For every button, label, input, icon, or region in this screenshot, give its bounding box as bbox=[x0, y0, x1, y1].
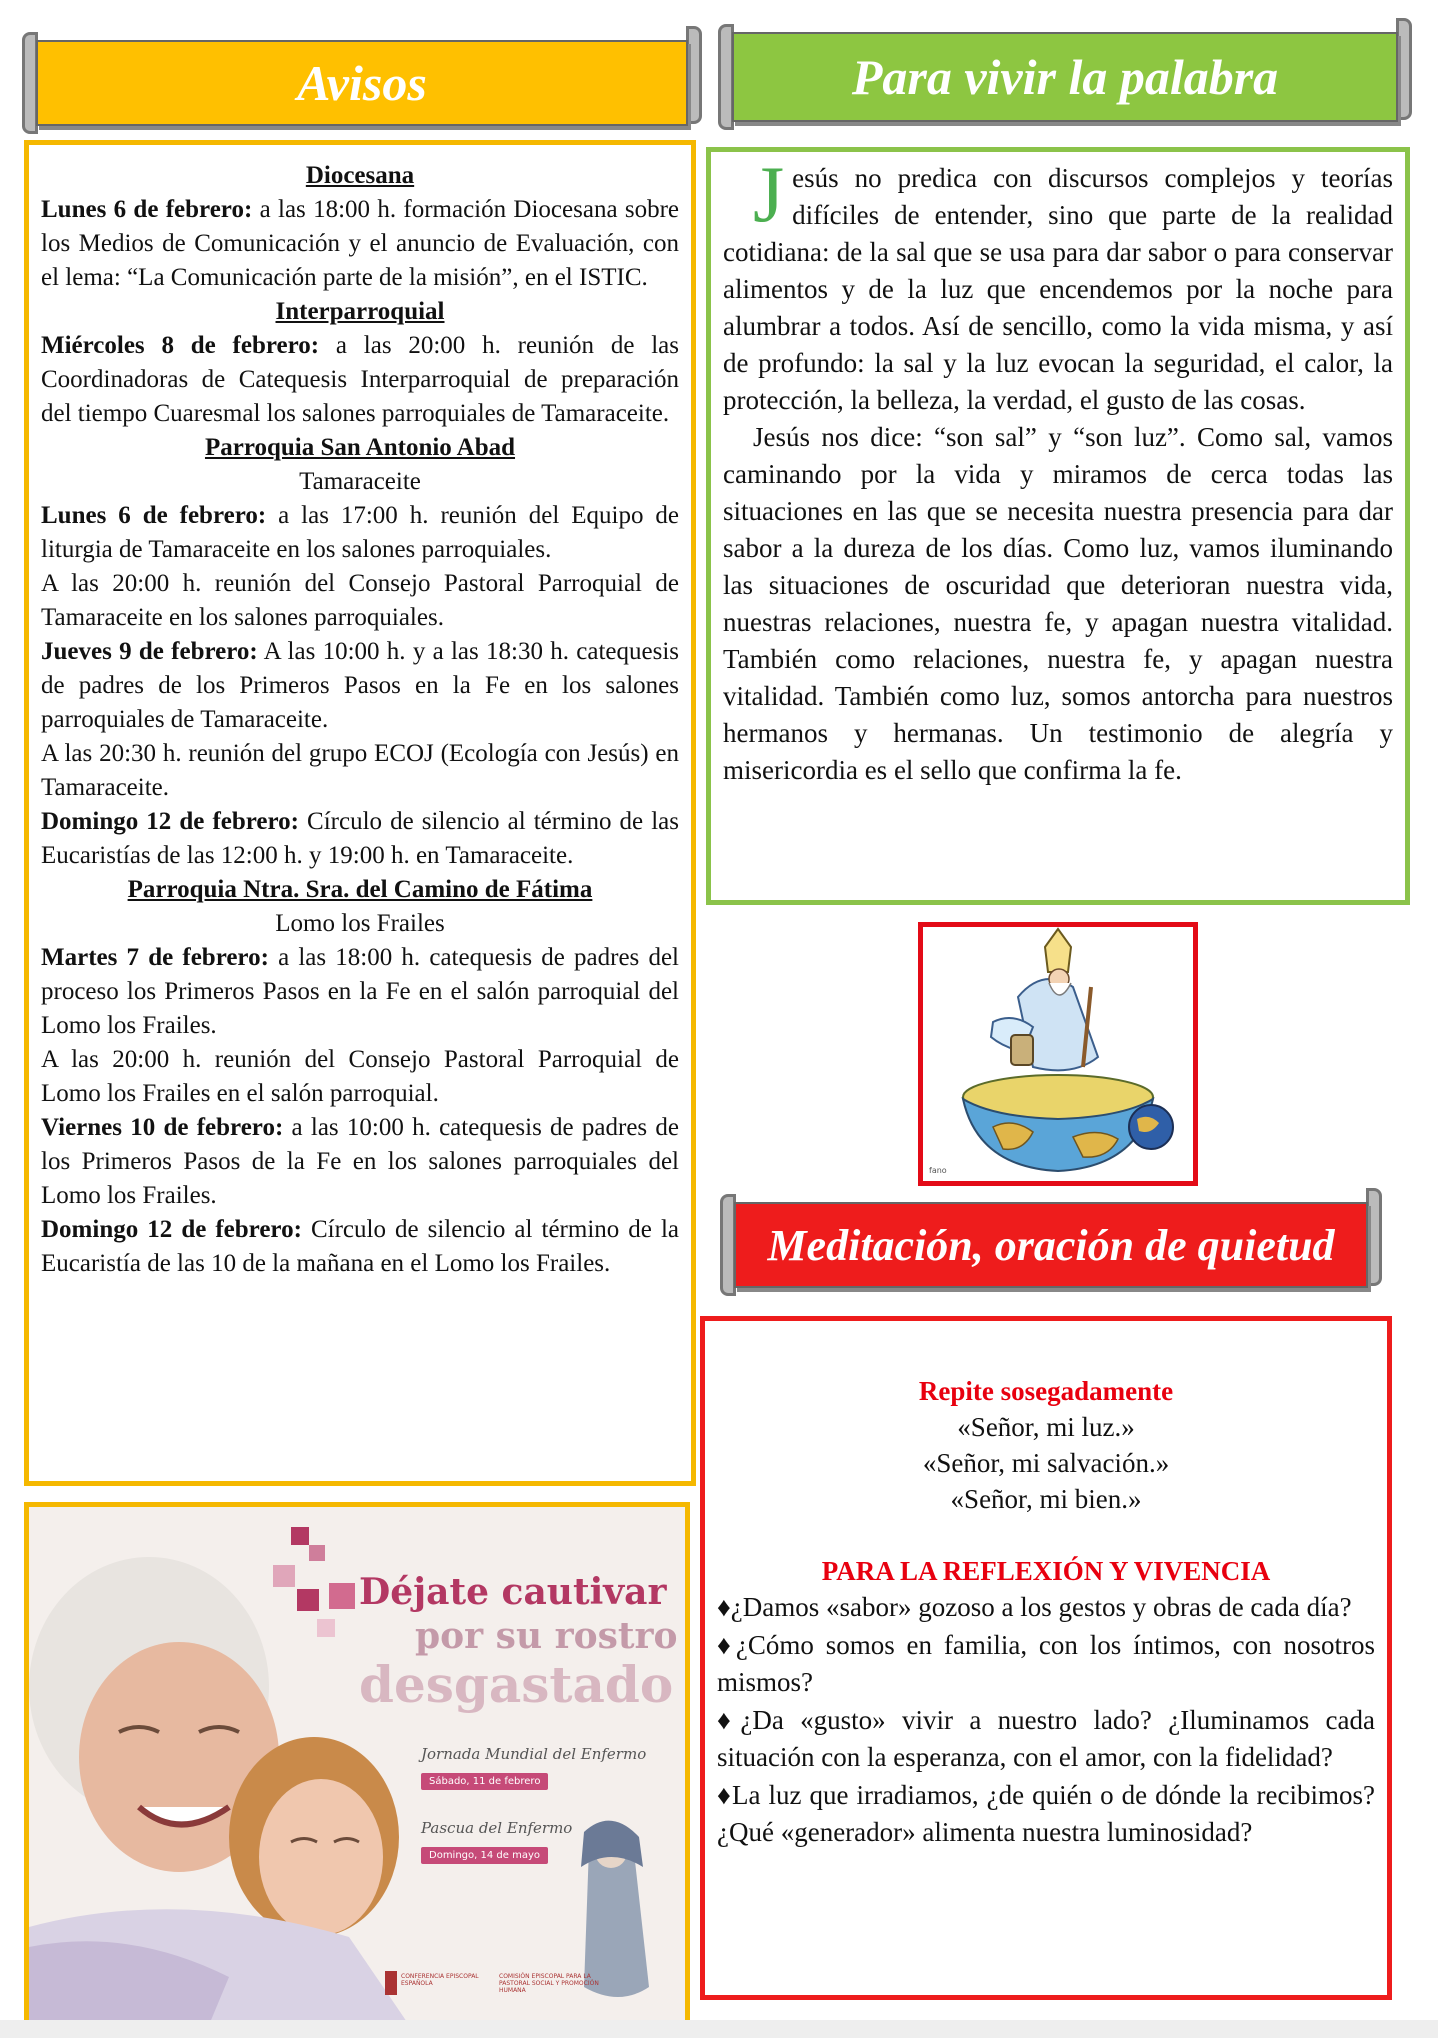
notice-paragraph bbox=[41, 635, 679, 737]
notice-paragraph bbox=[41, 941, 679, 1043]
poster-title-3: desgastado bbox=[359, 1655, 674, 1714]
drop-cap: J bbox=[753, 151, 785, 239]
notice-paragraph bbox=[41, 193, 679, 295]
decor-square bbox=[291, 1527, 309, 1545]
notice-paragraph bbox=[41, 499, 679, 567]
reflection-question: ♦¿Da «gusto» vivir a nuestro lado? ¿Iluminamos cada situación con la esperanza, con el amor, con la fidelidad? bbox=[717, 1704, 1375, 1772]
section-place: Lomo los Frailes bbox=[275, 910, 445, 937]
prayer-line: «Señor, mi bien.» bbox=[950, 1484, 1142, 1514]
cee-logo-text: CONFERENCIA EPISCOPAL ESPAÑOLA bbox=[401, 1973, 479, 1987]
notice-date: Viernes 10 de febrero: bbox=[41, 1114, 284, 1141]
notice-text: a las 17:00 h. reunión del Equipo de liturgia de Tamaraceite en los salones parroquiales. bbox=[41, 502, 679, 563]
reflection-paragraph-1 bbox=[723, 151, 1393, 419]
salt-earth-illustration bbox=[918, 922, 1198, 1186]
notice-date: Domingo 12 de febrero: bbox=[41, 808, 299, 835]
jornada-enfermo-poster bbox=[24, 1502, 690, 2030]
pascua-label: Pascua del Enfermo bbox=[421, 1819, 573, 1837]
section-title-san-antonio: Parroquia San Antonio Abad bbox=[204, 434, 516, 461]
jornada-date: Sábado, 11 de febrero bbox=[421, 1773, 548, 1790]
notice-date: Lunes 6 de febrero: bbox=[41, 196, 253, 223]
notice-paragraph bbox=[41, 1111, 679, 1213]
notice-date: Miércoles 8 de febrero: bbox=[41, 332, 320, 359]
cross-logo-icon bbox=[385, 1971, 397, 1995]
poster-title-2: por su rostro bbox=[415, 1615, 678, 1657]
decor-square bbox=[317, 1619, 335, 1637]
notice-text: Círculo de silencio al término de las Eucaristías de las 12:00 h. y 19:00 h. en Tamaraceite. bbox=[41, 808, 679, 869]
avisos-box bbox=[24, 140, 696, 1486]
section-place: Tamaraceite bbox=[299, 468, 421, 495]
scroll-curl-right bbox=[686, 26, 702, 124]
notice-text: Círculo de silencio al término de la Eucaristía de las 10 de la mañana en el Lomo los Frailes. bbox=[41, 1216, 679, 1277]
notice-text: a las 18:00 h. formación Diocesana sobre los Medios de Comunicación y el anuncio de Evaluación, con el lema: “La Comunicación parte de la misión”, en el ISTIC. bbox=[41, 196, 680, 291]
reflection-text-1: esús no predica con discursos complejos y teorías difíciles de entender, sino que parte de la realidad cotidiana: de la sal que se usa para dar sabor o para conservar alimentos y de la luz que encendemos por la noche para alumbrar a todos. Así de sencillo, como la vida misma, y así de profundo: la sal y la luz evocan la seguridad, el calor, la protección, la belleza, la verdad, el gusto de las cosas. bbox=[723, 163, 1393, 415]
meditacion-box bbox=[700, 1316, 1392, 2000]
notice-date: Martes 7 de febrero: bbox=[41, 944, 269, 971]
section-title-diocesana: Diocesana bbox=[305, 162, 415, 189]
notice-date: Domingo 12 de febrero: bbox=[41, 1216, 302, 1243]
notice-text: a las 20:00 h. reunión de las Coordinadoras de Catequesis Interparroquial de preparación del tiempo Cuaresmal los salones parroquiales de Tamaraceite. bbox=[41, 332, 679, 427]
decor-square bbox=[329, 1583, 355, 1609]
meditacion-heading: Meditación, oración de quietud bbox=[734, 1202, 1368, 1288]
avisos-banner bbox=[22, 26, 702, 134]
notice-paragraph: A las 20:00 h. reunión del Consejo Pastoral Parroquial de Lomo los Frailes en el salón parroquial. bbox=[41, 1046, 679, 1107]
vivir-heading: Para vivir la palabra bbox=[732, 32, 1398, 122]
section-title-interparroquial: Interparroquial bbox=[275, 298, 445, 325]
prayer-line: «Señor, mi luz.» bbox=[957, 1412, 1135, 1442]
notice-date: Lunes 6 de febrero: bbox=[41, 502, 267, 529]
decor-square bbox=[309, 1545, 325, 1561]
decor-square bbox=[297, 1589, 319, 1611]
section-title-fatima: Parroquia Ntra. Sra. del Camino de Fátima bbox=[127, 876, 593, 903]
reflection-title: PARA LA REFLEXIÓN Y VIVENCIA bbox=[821, 1556, 1271, 1586]
prayer-line: «Señor, mi salvación.» bbox=[922, 1448, 1170, 1478]
vivir-banner bbox=[718, 18, 1412, 130]
notice-date: Jueves 9 de febrero: bbox=[41, 638, 258, 665]
commission-logo-text: COMISIÓN EPISCOPAL PARA LA PASTORAL SOCIAL Y PROMOCIÓN HUMANA bbox=[499, 1973, 599, 1994]
jornada-label: Jornada Mundial del Enfermo bbox=[421, 1745, 647, 1763]
reflection-paragraph-2: Jesús nos dice: “son sal” y “son luz”. Como sal, vamos caminando por la vida y miramos de cerca todas las situaciones en las que se necesita nuestra presencia para dar sabor a la dureza de los días. Como luz, vamos iluminando las situaciones de oscuridad que deterioran nuestra vida, nuestras relaciones, nuestra fe, y apagan nuestra vitalidad. También como relaciones, nuestra fe, y apagan nuestra vitalidad. También como luz, somos antorcha para nuestros hermanos y hermanas. Un testimonio de alegría y misericordia es el sello que confirma la fe. bbox=[723, 422, 1393, 785]
avisos-heading: Avisos bbox=[36, 40, 688, 126]
notice-paragraph: A las 20:30 h. reunión del grupo ECOJ (Ecología con Jesús) en Tamaraceite. bbox=[41, 740, 679, 801]
reflection-question: ♦¿Damos «sabor» gozoso a los gestos y obras de cada día? bbox=[717, 1592, 1352, 1622]
notice-text: a las 18:00 h. catequesis de padres del proceso los Primeros Pasos en la Fe en el salón parroquial del Lomo los Frailes. bbox=[41, 944, 679, 1039]
page-bottom-strip bbox=[0, 2020, 1438, 2038]
decor-square bbox=[273, 1565, 295, 1587]
scroll-curl-right bbox=[1396, 18, 1412, 120]
scroll-curl-right bbox=[1366, 1188, 1382, 1286]
notice-paragraph: A las 20:00 h. reunión del Consejo Pastoral Parroquial de Tamaraceite en los salones parroquiales. bbox=[41, 570, 679, 631]
pascua-date: Domingo, 14 de mayo bbox=[421, 1847, 548, 1864]
notice-paragraph bbox=[41, 805, 679, 873]
notice-text: a las 10:00 h. catequesis de padres de los Primeros Pasos de la Fe en los salones parroquiales del Lomo los Frailes. bbox=[41, 1114, 679, 1209]
meditacion-banner bbox=[720, 1188, 1382, 1296]
notice-paragraph bbox=[41, 329, 679, 431]
notice-paragraph bbox=[41, 1213, 679, 1281]
notice-text: A las 10:00 h. y a las 18:30 h. catequesis de padres de los Primeros Pasos en la Fe en los salones parroquiales de Tamaraceite. bbox=[41, 638, 679, 733]
poster-title-1: Déjate cautivar bbox=[359, 1571, 667, 1613]
vivir-box bbox=[706, 147, 1410, 905]
reflection-question: ♦¿Cómo somos en familia, con los íntimos, con nosotros mismos? bbox=[717, 1629, 1375, 1697]
reflection-question: ♦La luz que irradiamos, ¿de quién o de dónde la recibimos? ¿Qué «generador» alimenta nuestra luminosidad? bbox=[717, 1779, 1375, 1847]
illustration-image bbox=[923, 927, 1193, 1181]
prayer-title: Repite sosegadamente bbox=[918, 1376, 1174, 1406]
svg-text:fano: fano bbox=[929, 1166, 947, 1175]
